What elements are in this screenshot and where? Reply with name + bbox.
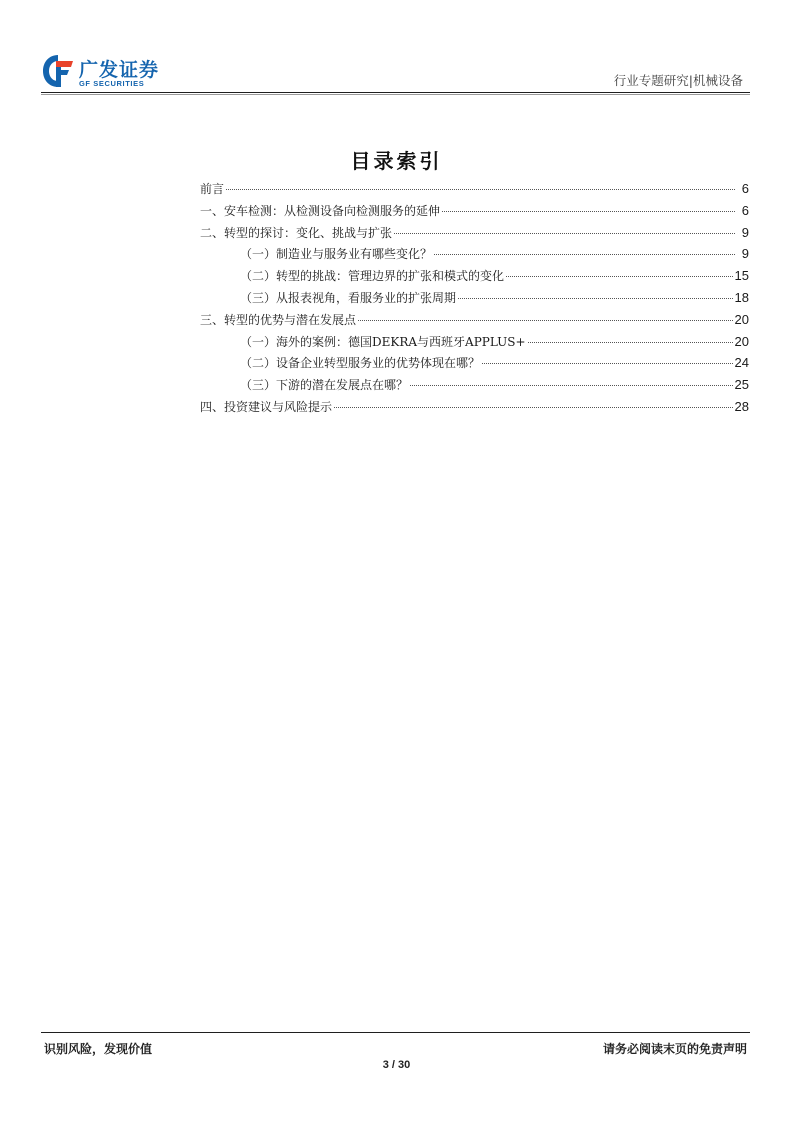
logo-chinese-name: 广发证券	[79, 59, 160, 81]
toc-entry-label: 一、安车检测：从检测设备向检测服务的延伸	[200, 203, 441, 218]
toc-title: 目录索引	[350, 149, 443, 173]
toc-entry-label: 二、转型的探讨：变化、挑战与扩张	[200, 225, 393, 240]
footer-disclaimer-note: 请务必阅读末页的免责声明	[602, 1042, 747, 1056]
company-logo	[41, 53, 191, 93]
toc-entry[interactable]	[200, 311, 749, 333]
toc-leader-dots	[482, 363, 733, 364]
toc-leader-dots	[528, 342, 733, 343]
toc-entry[interactable]	[200, 224, 749, 246]
toc-entry-label: （二）设备企业转型服务业的优势体现在哪？	[240, 356, 481, 371]
toc-entry-label: （一）制造业与服务业有哪些变化？	[240, 247, 433, 262]
toc-entry-page: 25	[734, 377, 749, 393]
toc-entry-page: 18	[734, 289, 749, 305]
toc-leader-dots	[334, 407, 733, 408]
toc-entry-page: 20	[734, 333, 749, 349]
toc-entry-page: 15	[734, 268, 749, 284]
toc-entry[interactable]	[200, 398, 749, 420]
logo-english-name: GF SECURITIES	[79, 79, 145, 88]
toc-entry[interactable]	[200, 180, 749, 202]
toc-entry-label: 三、转型的优势与潜在发展点	[200, 312, 357, 327]
toc-subentry[interactable]	[200, 267, 749, 289]
toc-leader-dots	[442, 211, 735, 212]
toc-leader-dots	[458, 298, 733, 299]
gf-logo-icon	[41, 53, 75, 89]
toc-entry-page: 24	[734, 355, 749, 371]
toc-entry-page: 6	[741, 202, 749, 218]
table-of-contents	[200, 180, 749, 420]
toc-entry-label: （一）海外的案例：德国DEKRA与西班牙APPLUS+	[240, 334, 526, 349]
toc-subentry[interactable]	[200, 245, 749, 267]
toc-leader-dots	[506, 276, 733, 277]
toc-entry-label: （三）从报表视角，看服务业的扩张周期	[240, 290, 457, 305]
toc-entry-page: 28	[734, 398, 749, 414]
header-divider-secondary	[41, 94, 750, 95]
toc-entry-page: 9	[741, 224, 749, 240]
toc-entry-label: 前言	[200, 182, 225, 196]
toc-subentry[interactable]	[200, 333, 749, 355]
footer-slogan: 识别风险，发现价值	[44, 1042, 153, 1056]
toc-entry-page: 20	[734, 311, 749, 327]
toc-leader-dots	[410, 385, 733, 386]
toc-subentry[interactable]	[200, 354, 749, 376]
header-divider	[41, 92, 750, 93]
toc-entry-label: 四、投资建议与风险提示	[200, 399, 333, 414]
toc-entry-label: （二）转型的挑战：管理边界的扩张和模式的变化	[240, 269, 505, 284]
toc-subentry[interactable]	[200, 376, 749, 398]
toc-leader-dots	[358, 320, 733, 321]
footer-divider	[41, 1032, 750, 1033]
toc-entry-page: 6	[741, 181, 749, 196]
page-number: 3 / 30	[382, 1059, 411, 1071]
toc-leader-dots	[394, 233, 735, 234]
toc-leader-dots	[226, 189, 735, 190]
report-category: 行业专题研究|机械设备	[613, 73, 743, 88]
toc-entry-label: （三）下游的潜在发展点在哪？	[240, 378, 409, 393]
toc-entry-page: 9	[741, 246, 749, 262]
toc-subentry[interactable]	[200, 289, 749, 311]
toc-leader-dots	[434, 254, 735, 255]
toc-entry[interactable]	[200, 202, 749, 224]
